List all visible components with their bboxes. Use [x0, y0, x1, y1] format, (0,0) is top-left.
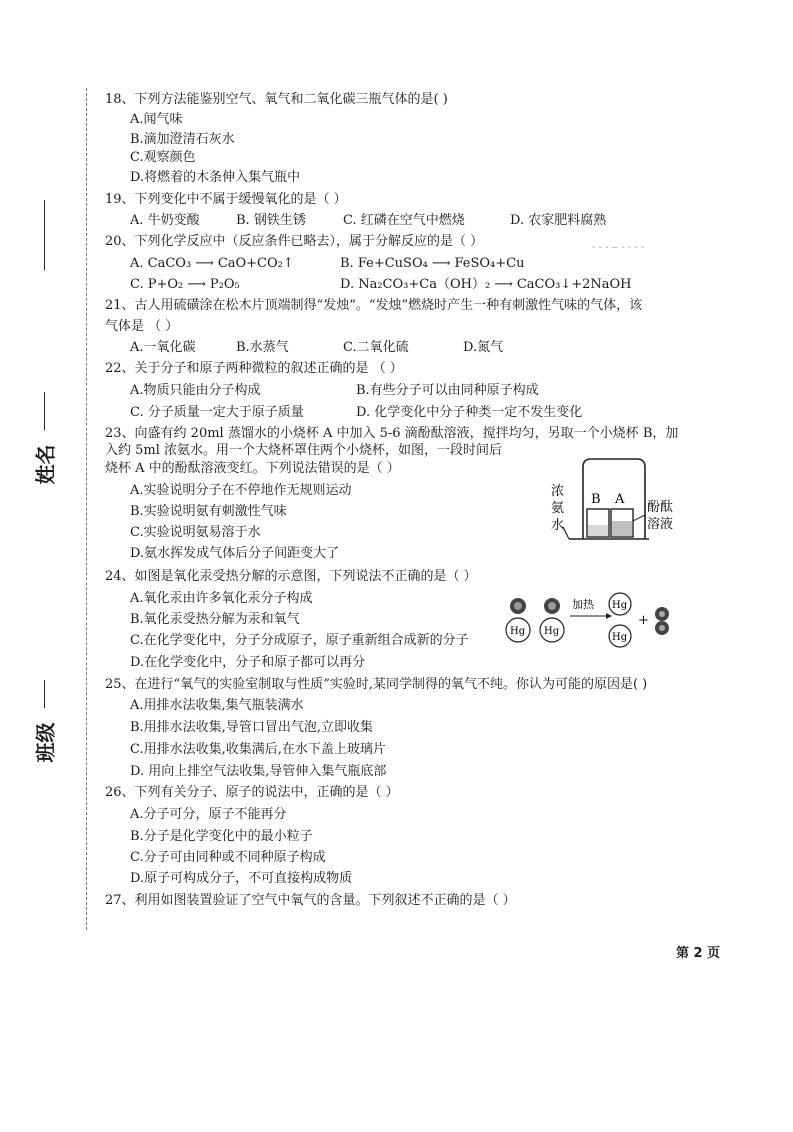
question-25-option-d: D. 用向上排空气法收集,导管伸入集气瓶底部 [130, 764, 387, 779]
question-18-option-d: D.将燃着的木条伸入集气瓶中 [130, 170, 301, 185]
plus-sign: + [638, 613, 649, 628]
question-21-option-a: A.一氧化碳 [130, 340, 196, 355]
question-23-option-d: D.氨水挥发成气体后分子间距变大了 [130, 546, 340, 561]
question-21-option-b: B.水蒸气 [236, 340, 289, 355]
hg-atom-label: Hg [510, 626, 526, 637]
question-24-stem: 24、如图是氧化汞受热分解的示意图，下列说法不正确的是（ ） [105, 569, 477, 584]
question-25-option-b: B.用排水法收集,导管口冒出气泡,立即收集 [130, 720, 373, 735]
question-22-stem: 22、关于分子和原子两种微粒的叙述正确的是 （ ） [105, 361, 403, 376]
option-a-products: CaO+CO₂↑ [217, 256, 294, 271]
question-25-option-c: C.用排水法收集,收集满后,在水下盖上玻璃片 [130, 742, 386, 757]
question-26-option-d: D.原子可构成分子，不可直接构成物质 [130, 871, 353, 886]
question-18-stem: 18、下列方法能鉴别空气、氧气和二氧化碳三瓶气体的是( ) [105, 92, 448, 107]
question-19-option-c: C. 红磷在空气中燃烧 [343, 213, 465, 228]
question-20-option-a [130, 256, 294, 272]
question-23-option-b: B.实验说明氨有刺激性气味 [130, 504, 287, 519]
phenolphthalein-label-2: 溶液 [647, 517, 674, 532]
question-23-stem-line2: 入约 5ml 浓氨水。用一个大烧杯罩住两个小烧杯，如图，一段时间后 [105, 443, 503, 458]
question-19-option-b: B. 钢铁生锈 [236, 213, 306, 228]
page-number: 第 2 页 [676, 946, 721, 961]
hg-atom-label: Hg [612, 600, 628, 611]
hg-atom-product-1 [609, 593, 631, 615]
question-22-option-d: D. 化学变化中分子种类一定不发生变化 [356, 405, 583, 420]
scan-specks: ‐ ‑ ‑ ‒ ‐ ‑ ‐ ‐ [592, 242, 645, 253]
question-21-stem-continued: 气体是 （ ） [105, 319, 179, 334]
hg-atom-product-2 [609, 625, 631, 647]
question-22-option-a: A.物质只能由分子构成 [130, 383, 261, 398]
option-c-reactants: C. P+O₂ [130, 277, 184, 292]
name-underline-lower [44, 392, 45, 430]
question-26-stem: 26、下列有关分子、原子的说法中，正确的是（ ） [105, 785, 399, 800]
reaction-arrow: ⟶ [187, 277, 206, 292]
question-24-option-b: B.氧化汞受热分解为汞和氧气 [130, 612, 300, 627]
question-24-option-d: D.在化学变化中，分子和原子都可以再分 [130, 655, 366, 670]
beaker-a-label: A [615, 492, 625, 507]
option-b-reactants: B. Fe+CuSO₄ [340, 256, 428, 271]
question-24-option-c: C.在化学变化中，分子分成原子，原子重新组合成新的分子 [130, 633, 469, 648]
option-d-products: CaCO₃↓+2NaOH [516, 277, 632, 292]
reaction-arrow: ⟶ [431, 256, 451, 271]
question-21-option-c: C.二氧化硫 [343, 340, 409, 355]
question-23-option-a: A.实验说明分子在不停地作无规则运动 [130, 483, 352, 498]
question-18-option-c: C.观察颜色 [130, 150, 196, 165]
hgo-molecule-1 [506, 598, 530, 642]
hgo-molecule-2 [540, 598, 564, 642]
question-20-option-d [340, 277, 632, 293]
ammonia-label-1: 浓 [551, 484, 565, 499]
name-underline [44, 200, 45, 270]
question-20-option-c [130, 277, 240, 293]
option-a-reactants: A. CaCO₃ [130, 256, 192, 271]
question-21-stem: 21、古人用硫磺涂在松木片顶端制得“发烛”。“发烛”燃烧时产生一种有刺激性气味的气体，该 [105, 298, 643, 313]
beaker-b-label: B [591, 492, 601, 507]
ammonia-label-3: 水 [551, 518, 565, 533]
ammonia-label-2: 氨 [551, 501, 565, 516]
question-20-option-b [340, 256, 524, 272]
option-b-products: FeSO₄+Cu [454, 256, 525, 271]
mercury-oxide-decomposition-figure [500, 592, 680, 654]
question-20-stem: 20、下列化学反应中（反应条件已略去），属于分解反应的是（ ） [105, 234, 484, 249]
class-underline [44, 680, 45, 708]
question-27-stem: 27、利用如图装置验证了空气中氧气的含量。下列叙述不正确的是（ ） [105, 893, 516, 908]
question-23-option-c: C.实验说明氨易溶于水 [130, 525, 261, 540]
question-22-option-c: C. 分子质量一定大于原子质量 [130, 405, 304, 420]
question-22-option-b: B.有些分子可以由同种原子构成 [356, 383, 539, 398]
option-c-products: P₂O₅ [209, 277, 240, 292]
question-26-option-c: C.分子可由同种或不同种原子构成 [130, 850, 326, 865]
heat-label: 加热 [572, 598, 594, 611]
question-19-option-a: A. 牛奶变酸 [130, 213, 200, 228]
hg-atom-label: Hg [612, 632, 628, 643]
reaction-arrow: ⟶ [195, 256, 214, 271]
phenolphthalein-label-1: 酚酞 [647, 500, 674, 515]
question-26-option-a: A.分子可分，原子不能再分 [130, 807, 287, 822]
question-18-option-b: B.滴加澄清石灰水 [130, 132, 235, 147]
question-24-option-a: A.氧化汞由许多氧化汞分子构成 [130, 591, 313, 606]
reaction-arrow: ⟶ [494, 277, 513, 292]
question-21-option-d: D.氮气 [463, 340, 504, 355]
question-18-option-a: A.闻气味 [130, 112, 183, 127]
question-25-option-a: A.用排水法收集,集气瓶装满水 [130, 698, 304, 713]
name-label: 姓名 [33, 444, 58, 485]
question-19-stem: 19、下列变化中不属于缓慢氧化的是（ ） [105, 192, 347, 207]
question-23-stem: 23、向盛有约 20ml 蒸馏水的小烧杯 A 中加入 5-6 滴酚酞溶液，搅拌均匀，另取一个小烧杯 B，加 [105, 426, 679, 441]
hg-atom-label: Hg [544, 626, 560, 637]
question-25-stem: 25、在进行“氧气的实验室制取与性质”实验时,某同学制得的氧气不纯。你认为可能的原因是( ) [105, 677, 648, 692]
question-19-option-d: D. 农家肥料腐熟 [510, 213, 607, 228]
ammonia-diffusion-figure [545, 455, 685, 545]
binding-margin-line [86, 88, 87, 930]
option-d-reactants: D. Na₂CO₃+Ca（OH）₂ [340, 277, 491, 292]
class-label: 班级 [33, 722, 58, 763]
oxygen-molecule [655, 607, 669, 635]
question-23-stem-line3: 烧杯 A 中的酚酞溶液变红。下列说法错误的是（ ） [105, 461, 400, 476]
question-26-option-b: B.分子是化学变化中的最小粒子 [130, 829, 313, 844]
